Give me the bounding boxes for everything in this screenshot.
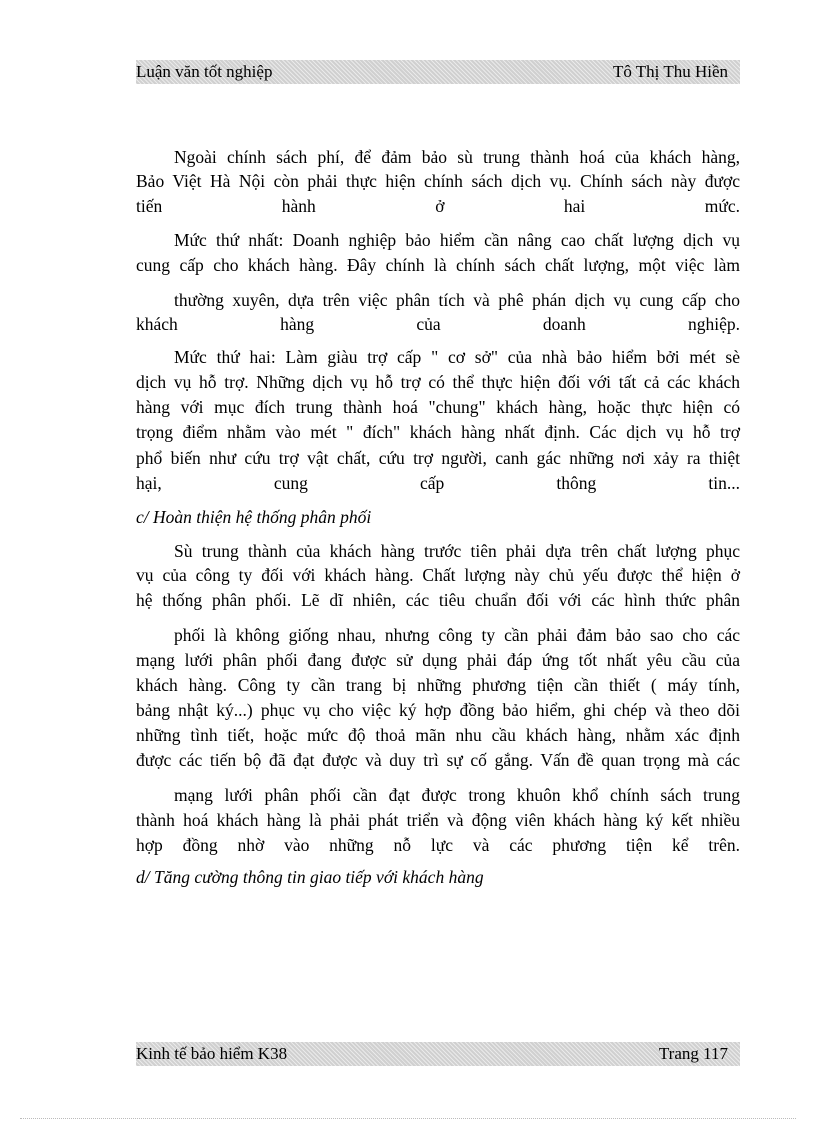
paragraph-line: phối là không giống nhau, nhưng công ty cần phải đảm bảo sao cho các xyxy=(174,625,740,645)
paragraph-line: hàng với mục đích trung thành hoá "chung" khách hàng, hoặc thực hiện có xyxy=(136,397,740,417)
paragraph-line: những tình tiết, hoặc mức độ thoả mãn nhu cầu khách hàng, nhằm xác định xyxy=(136,725,740,745)
word: hai xyxy=(563,196,586,216)
paragraph-last-line xyxy=(136,313,740,335)
word: nghiệp. xyxy=(687,314,740,334)
word: hành xyxy=(281,196,316,216)
word: doanh xyxy=(542,314,586,334)
paragraph-line: được các tiến bộ đã đạt được và duy trì sự cố gắng. Vấn đề quan trọng mà các xyxy=(136,750,740,770)
paragraph-line: hệ thống phân phối. Lẽ dĩ nhiên, các tiêu chuẩn đối với các hình thức phân xyxy=(136,590,740,610)
word: của xyxy=(416,314,441,334)
paragraph-line: mạng lưới phân phối cần đạt được trong khuôn khổ chính sách trung xyxy=(174,785,740,805)
paragraph-line: Sù trung thành của khách hàng trước tiên phải dựa trên chất lượng phục xyxy=(174,541,740,561)
word: mức. xyxy=(704,196,740,216)
paragraph-line: thành hoá khách hàng là phải phát triển và động viên khách hàng ký kết nhiều xyxy=(136,810,740,830)
paragraph-line: Mức thứ nhất: Doanh nghiệp bảo hiểm cần nâng cao chất lượng dịch vụ xyxy=(174,230,740,250)
header-title: Luận văn tốt nghiệp xyxy=(136,62,273,81)
word: ở xyxy=(435,196,445,216)
word: hại, xyxy=(136,473,162,493)
word: thông xyxy=(556,473,597,493)
paragraph-line: vụ của công ty đối với khách hàng. Chất lượng này chủ yếu được thể hiện ở xyxy=(136,565,740,585)
paragraph-line: dịch vụ hỗ trợ. Những dịch vụ hỗ trợ có thể thực hiện đối với tất cả các khách xyxy=(136,372,740,392)
paragraph-last-line xyxy=(136,195,740,217)
page-bottom-divider xyxy=(20,1118,796,1119)
word: hàng xyxy=(280,314,315,334)
page-footer xyxy=(136,1042,740,1066)
word: tiến xyxy=(136,196,163,216)
paragraph-line: phổ biến như cứu trợ vật chất, cứu trợ người, canh gác những nơi xảy ra thiệt xyxy=(136,448,740,468)
word: cấp xyxy=(419,473,445,493)
paragraph-line: mạng lưới phân phối đang được sử dụng phải đáp ứng tốt nhất yêu cầu của xyxy=(136,650,740,670)
word: tin... xyxy=(708,473,740,493)
word: cung xyxy=(273,473,308,493)
paragraph-line: Mức thứ hai: Làm giàu trợ cấp " cơ sở" của nhà bảo hiểm bởi mét sè xyxy=(174,347,740,367)
word: khách xyxy=(136,314,178,334)
paragraph-line: khách hàng. Công ty cần trang bị những phương tiện cần thiết ( máy tính, xyxy=(136,675,740,695)
paragraph-line: hợp đồng nhờ vào những nỗ lực và các phương tiện kể trên. xyxy=(136,835,740,855)
footer-page-number: Trang 117 xyxy=(658,1044,728,1063)
section-heading-d: d/ Tăng cường thông tin giao tiếp với khách hàng xyxy=(136,867,484,887)
paragraph-line: Ngoài chính sách phí, để đảm bảo sù trung thành hoá của khách hàng, xyxy=(174,147,740,167)
paragraph-line: bảng nhật ký...) phục vụ cho việc ký hợp đồng bảo hiểm, ghi chép và theo dõi xyxy=(136,700,740,720)
section-heading-c: c/ Hoàn thiện hệ thống phân phối xyxy=(136,507,372,527)
paragraph-line: Bảo Việt Hà Nội còn phải thực hiện chính sách dịch vụ. Chính sách này được xyxy=(136,171,740,191)
paragraph-last-line xyxy=(136,472,740,494)
paragraph-line: trọng điểm nhằm vào mét " đích" khách hàng nhất định. Các dịch vụ hỗ trợ xyxy=(136,422,740,442)
paragraph-line: thường xuyên, dựa trên việc phân tích và phê phán dịch vụ cung cấp cho xyxy=(174,290,740,310)
footer-course: Kinh tế bảo hiểm K38 xyxy=(136,1044,288,1063)
paragraph-line: cung cấp cho khách hàng. Đây chính là chính sách chất lượng, một việc làm xyxy=(136,255,740,275)
header-author: Tô Thị Thu Hiền xyxy=(612,62,728,81)
page-header xyxy=(136,60,740,84)
